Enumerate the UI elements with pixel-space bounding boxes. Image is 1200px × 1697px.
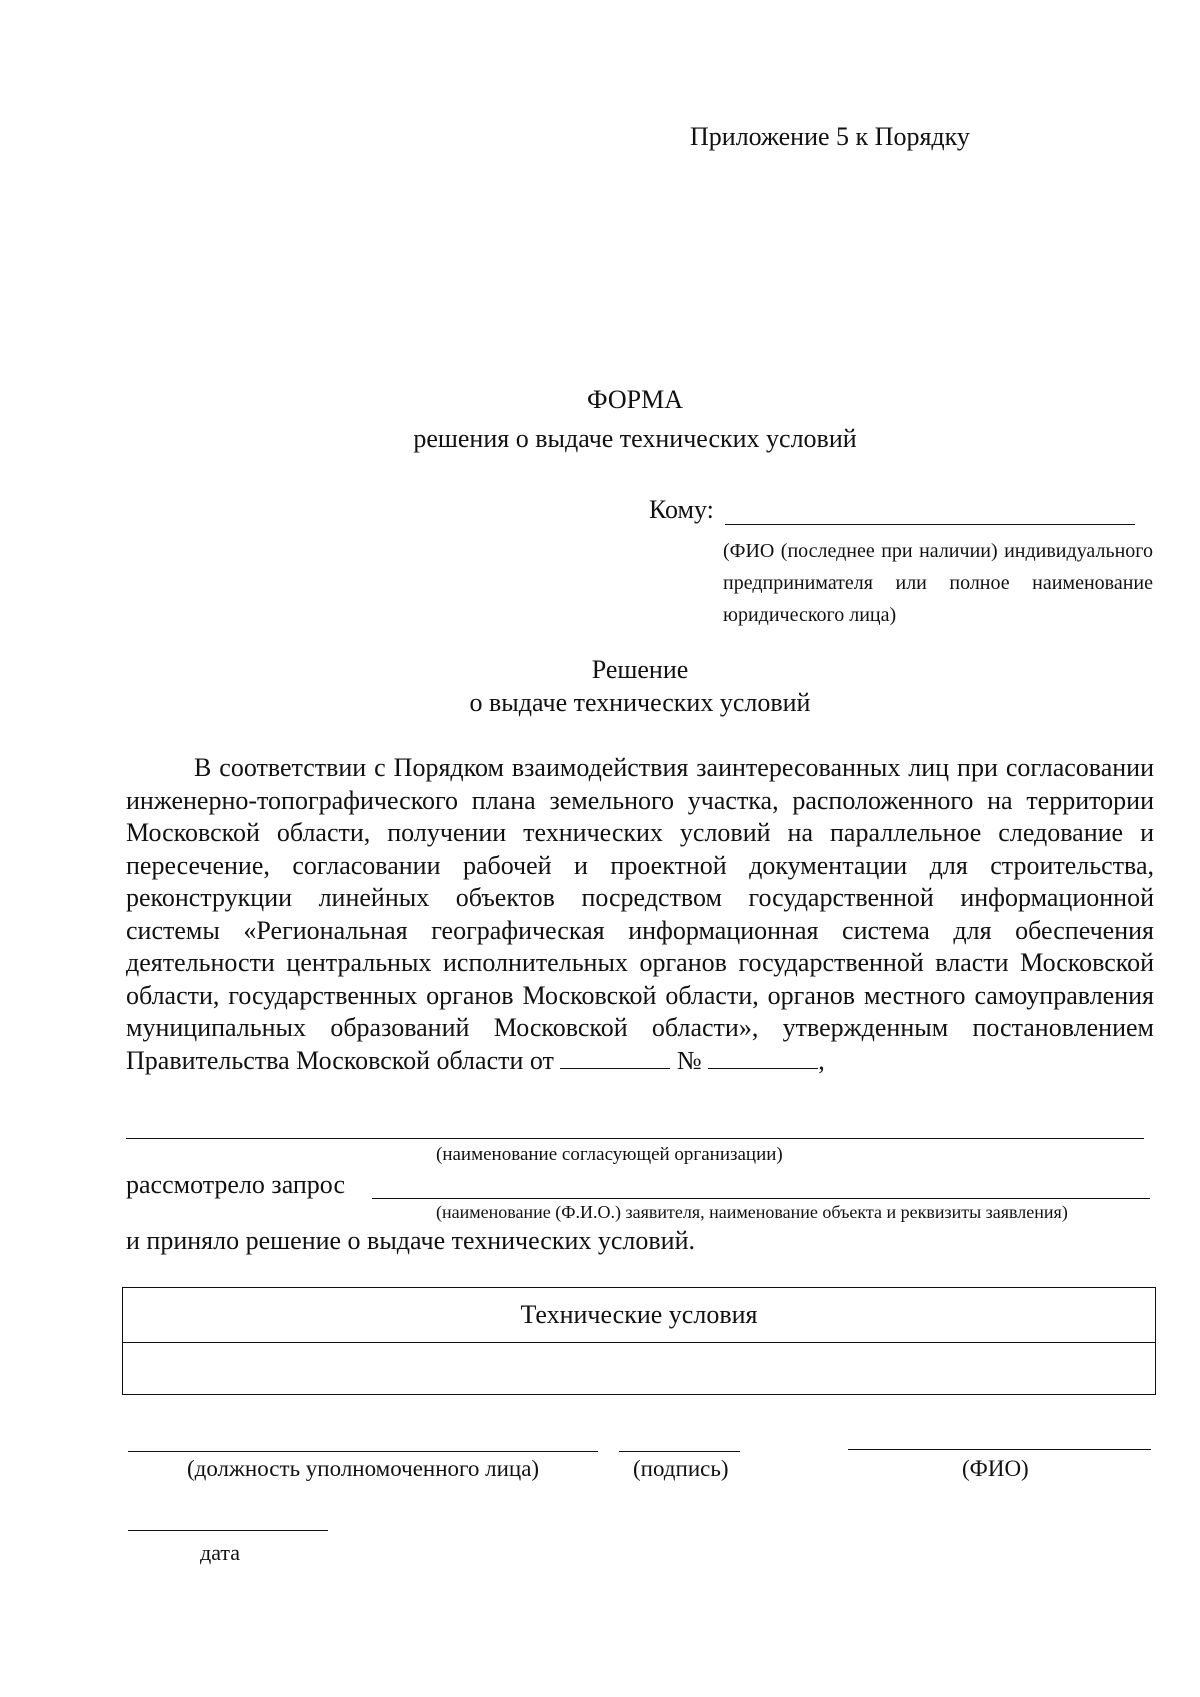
technical-conditions-table xyxy=(122,1287,1156,1395)
body-paragraph xyxy=(126,752,1154,1077)
recipient-hint: (ФИО (последнее при наличии) индивидуального предпринимателя или полное наименование юридического лица) xyxy=(723,540,1153,626)
name-hint: (ФИО) xyxy=(962,1456,1029,1481)
date-label: дата xyxy=(200,1540,241,1565)
position-field[interactable] xyxy=(128,1451,598,1452)
accepted-text: и приняло решение о выдаче технических условий. xyxy=(126,1226,696,1255)
request-label: рассмотрело запрос xyxy=(126,1170,345,1199)
recipient-field[interactable] xyxy=(725,524,1135,525)
form-subtitle: решения о выдаче технических условий xyxy=(413,424,857,453)
appendix-label: Приложение 5 к Порядку xyxy=(690,122,970,151)
signature-hint: (подпись) xyxy=(633,1456,729,1481)
technical-conditions-body[interactable] xyxy=(123,1343,1155,1395)
technical-conditions-header: Технические условия xyxy=(123,1288,1155,1343)
position-hint: (должность уполномоченного лица) xyxy=(187,1456,540,1481)
organization-field[interactable] xyxy=(126,1138,1144,1139)
decision-title: Решение xyxy=(591,655,689,684)
body-main-text: В соответствии с Порядком взаимодействия заинтересованных лиц при согласовании инженерно-топографического плана земельного участка, расположенного на территории Московской области, получении технических условий на параллельное следование и пересечение, согласовании рабочей и проектной документации для строительства, реконструкции линейных объектов посредством государственной информационной системы «Региональная географическая информационная система для обеспечения деятельности центральных исполнительных органов государственной власти Московской области, государственных органов Московской области, органов местного самоуправления муниципальных образований Московской области», утвержденным постановлением Правительства Московской области от xyxy=(126,753,1154,1075)
decision-subtitle: о выдаче технических условий xyxy=(469,688,811,717)
form-title: ФОРМА xyxy=(587,385,683,414)
number-sign: № xyxy=(676,1045,702,1075)
organization-hint: (наименование согласующей организации) xyxy=(436,1144,783,1165)
name-field[interactable] xyxy=(848,1449,1151,1450)
request-field[interactable] xyxy=(372,1198,1150,1199)
date-field[interactable] xyxy=(128,1530,328,1531)
signature-field[interactable] xyxy=(619,1451,740,1452)
recipient-label: Кому: xyxy=(649,495,714,524)
body-comma: , xyxy=(818,1045,825,1075)
request-hint: (наименование (Ф.И.О.) заявителя, наименование объекта и реквизиты заявления) xyxy=(436,1202,1068,1222)
resolution-date-field[interactable] xyxy=(560,1046,670,1069)
decision-body xyxy=(126,752,1154,1077)
resolution-number-field[interactable] xyxy=(708,1046,818,1069)
